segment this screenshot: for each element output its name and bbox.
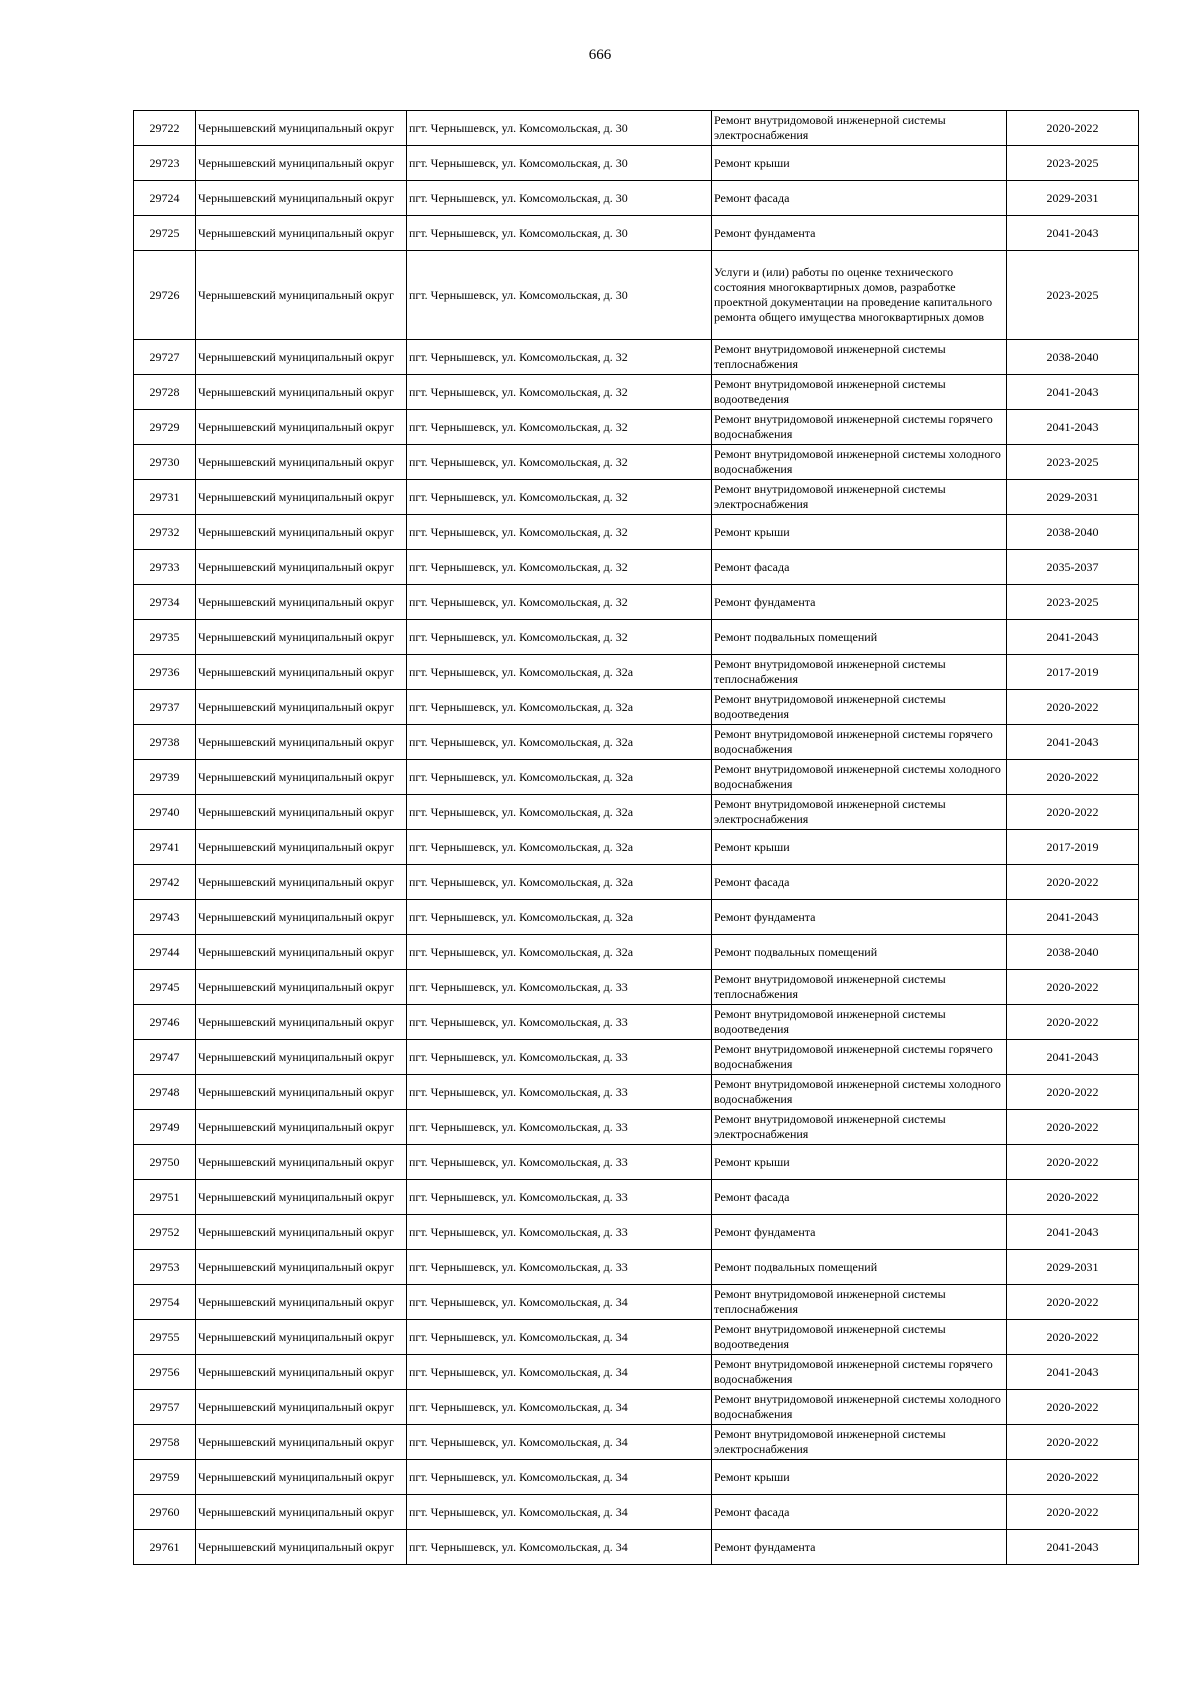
row-number-cell: 29735 bbox=[134, 620, 196, 655]
table-row bbox=[134, 216, 1139, 251]
table-row bbox=[134, 375, 1139, 410]
row-number-cell: 29723 bbox=[134, 146, 196, 181]
address-cell: пгт. Чернышевск, ул. Комсомольская, д. 34 bbox=[407, 1530, 712, 1565]
work-type-cell: Ремонт фундамента bbox=[712, 1530, 1007, 1565]
municipality-cell: Чернышевский муниципальный округ bbox=[196, 251, 407, 340]
municipality-cell: Чернышевский муниципальный округ bbox=[196, 550, 407, 585]
row-number-cell: 29729 bbox=[134, 410, 196, 445]
address-cell: пгт. Чернышевск, ул. Комсомольская, д. 33 bbox=[407, 1005, 712, 1040]
registry-table-body bbox=[134, 111, 1139, 1565]
municipality-cell: Чернышевский муниципальный округ bbox=[196, 1005, 407, 1040]
work-type-cell: Ремонт крыши bbox=[712, 830, 1007, 865]
address-cell: пгт. Чернышевск, ул. Комсомольская, д. 32 bbox=[407, 550, 712, 585]
work-type-cell: Ремонт внутридомовой инженерной системы электроснабжения bbox=[712, 111, 1007, 146]
period-cell: 2017-2019 bbox=[1007, 655, 1139, 690]
municipality-cell: Чернышевский муниципальный округ bbox=[196, 111, 407, 146]
work-type-cell: Ремонт внутридомовой инженерной системы холодного водоснабжения bbox=[712, 1390, 1007, 1425]
row-number-cell: 29734 bbox=[134, 585, 196, 620]
period-cell: 2020-2022 bbox=[1007, 760, 1139, 795]
work-type-cell: Ремонт внутридомовой инженерной системы электроснабжения bbox=[712, 1425, 1007, 1460]
address-cell: пгт. Чернышевск, ул. Комсомольская, д. 32а bbox=[407, 865, 712, 900]
work-type-cell: Ремонт внутридомовой инженерной системы электроснабжения bbox=[712, 480, 1007, 515]
municipality-cell: Чернышевский муниципальный округ bbox=[196, 181, 407, 216]
work-type-cell: Ремонт подвальных помещений bbox=[712, 935, 1007, 970]
work-type-cell: Ремонт внутридомовой инженерной системы горячего водоснабжения bbox=[712, 410, 1007, 445]
address-cell: пгт. Чернышевск, ул. Комсомольская, д. 32а bbox=[407, 795, 712, 830]
period-cell: 2020-2022 bbox=[1007, 1110, 1139, 1145]
table-row bbox=[134, 690, 1139, 725]
municipality-cell: Чернышевский муниципальный округ bbox=[196, 1285, 407, 1320]
row-number-cell: 29733 bbox=[134, 550, 196, 585]
work-type-cell: Ремонт фундамента bbox=[712, 1215, 1007, 1250]
municipality-cell: Чернышевский муниципальный округ bbox=[196, 146, 407, 181]
table-row bbox=[134, 585, 1139, 620]
row-number-cell: 29732 bbox=[134, 515, 196, 550]
period-cell: 2041-2043 bbox=[1007, 620, 1139, 655]
row-number-cell: 29738 bbox=[134, 725, 196, 760]
period-cell: 2023-2025 bbox=[1007, 585, 1139, 620]
period-cell: 2038-2040 bbox=[1007, 935, 1139, 970]
work-type-cell: Ремонт крыши bbox=[712, 146, 1007, 181]
table-row bbox=[134, 181, 1139, 216]
period-cell: 2041-2043 bbox=[1007, 900, 1139, 935]
address-cell: пгт. Чернышевск, ул. Комсомольская, д. 32 bbox=[407, 515, 712, 550]
municipality-cell: Чернышевский муниципальный округ bbox=[196, 1075, 407, 1110]
work-type-cell: Ремонт внутридомовой инженерной системы водоотведения bbox=[712, 1320, 1007, 1355]
address-cell: пгт. Чернышевск, ул. Комсомольская, д. 32 bbox=[407, 480, 712, 515]
table-row bbox=[134, 146, 1139, 181]
period-cell: 2041-2043 bbox=[1007, 1215, 1139, 1250]
table-row bbox=[134, 111, 1139, 146]
work-type-cell: Ремонт внутридомовой инженерной системы холодного водоснабжения bbox=[712, 1075, 1007, 1110]
work-type-cell: Ремонт фундамента bbox=[712, 216, 1007, 251]
period-cell: 2017-2019 bbox=[1007, 830, 1139, 865]
work-type-cell: Ремонт фасада bbox=[712, 1180, 1007, 1215]
work-type-cell: Ремонт внутридомовой инженерной системы холодного водоснабжения bbox=[712, 760, 1007, 795]
address-cell: пгт. Чернышевск, ул. Комсомольская, д. 32 bbox=[407, 620, 712, 655]
municipality-cell: Чернышевский муниципальный округ bbox=[196, 1180, 407, 1215]
work-type-cell: Ремонт подвальных помещений bbox=[712, 1250, 1007, 1285]
address-cell: пгт. Чернышевск, ул. Комсомольская, д. 32 bbox=[407, 340, 712, 375]
work-type-cell: Ремонт внутридомовой инженерной системы теплоснабжения bbox=[712, 340, 1007, 375]
address-cell: пгт. Чернышевск, ул. Комсомольская, д. 33 bbox=[407, 1215, 712, 1250]
table-row bbox=[134, 970, 1139, 1005]
row-number-cell: 29757 bbox=[134, 1390, 196, 1425]
table-row bbox=[134, 550, 1139, 585]
period-cell: 2023-2025 bbox=[1007, 146, 1139, 181]
row-number-cell: 29753 bbox=[134, 1250, 196, 1285]
period-cell: 2020-2022 bbox=[1007, 1075, 1139, 1110]
municipality-cell: Чернышевский муниципальный округ bbox=[196, 445, 407, 480]
municipality-cell: Чернышевский муниципальный округ bbox=[196, 1215, 407, 1250]
work-type-cell: Ремонт внутридомовой инженерной системы холодного водоснабжения bbox=[712, 445, 1007, 480]
period-cell: 2020-2022 bbox=[1007, 970, 1139, 1005]
municipality-cell: Чернышевский муниципальный округ bbox=[196, 480, 407, 515]
row-number-cell: 29743 bbox=[134, 900, 196, 935]
municipality-cell: Чернышевский муниципальный округ bbox=[196, 935, 407, 970]
row-number-cell: 29745 bbox=[134, 970, 196, 1005]
table-row bbox=[134, 1145, 1139, 1180]
municipality-cell: Чернышевский муниципальный округ bbox=[196, 1250, 407, 1285]
address-cell: пгт. Чернышевск, ул. Комсомольская, д. 32 bbox=[407, 410, 712, 445]
work-type-cell: Ремонт фасада bbox=[712, 550, 1007, 585]
table-row bbox=[134, 900, 1139, 935]
municipality-cell: Чернышевский муниципальный округ bbox=[196, 970, 407, 1005]
period-cell: 2029-2031 bbox=[1007, 480, 1139, 515]
address-cell: пгт. Чернышевск, ул. Комсомольская, д. 33 bbox=[407, 1180, 712, 1215]
municipality-cell: Чернышевский муниципальный округ bbox=[196, 1145, 407, 1180]
table-row bbox=[134, 1075, 1139, 1110]
period-cell: 2020-2022 bbox=[1007, 865, 1139, 900]
address-cell: пгт. Чернышевск, ул. Комсомольская, д. 33 bbox=[407, 1040, 712, 1075]
work-type-cell: Ремонт подвальных помещений bbox=[712, 620, 1007, 655]
municipality-cell: Чернышевский муниципальный округ bbox=[196, 375, 407, 410]
period-cell: 2020-2022 bbox=[1007, 1005, 1139, 1040]
row-number-cell: 29751 bbox=[134, 1180, 196, 1215]
table-row bbox=[134, 1390, 1139, 1425]
table-row bbox=[134, 1250, 1139, 1285]
address-cell: пгт. Чернышевск, ул. Комсомольская, д. 33 bbox=[407, 1250, 712, 1285]
row-number-cell: 29742 bbox=[134, 865, 196, 900]
table-row bbox=[134, 1285, 1139, 1320]
municipality-cell: Чернышевский муниципальный округ bbox=[196, 760, 407, 795]
table-row bbox=[134, 1110, 1139, 1145]
municipality-cell: Чернышевский муниципальный округ bbox=[196, 865, 407, 900]
municipality-cell: Чернышевский муниципальный округ bbox=[196, 690, 407, 725]
municipality-cell: Чернышевский муниципальный округ bbox=[196, 340, 407, 375]
table-row bbox=[134, 935, 1139, 970]
work-type-cell: Ремонт внутридомовой инженерной системы горячего водоснабжения bbox=[712, 1040, 1007, 1075]
table-row bbox=[134, 410, 1139, 445]
work-type-cell: Ремонт внутридомовой инженерной системы электроснабжения bbox=[712, 795, 1007, 830]
period-cell: 2041-2043 bbox=[1007, 1040, 1139, 1075]
table-row bbox=[134, 1355, 1139, 1390]
table-row bbox=[134, 725, 1139, 760]
period-cell: 2041-2043 bbox=[1007, 410, 1139, 445]
table-row bbox=[134, 340, 1139, 375]
table-row bbox=[134, 620, 1139, 655]
address-cell: пгт. Чернышевск, ул. Комсомольская, д. 34 bbox=[407, 1320, 712, 1355]
address-cell: пгт. Чернышевск, ул. Комсомольская, д. 32а bbox=[407, 760, 712, 795]
work-type-cell: Ремонт фундамента bbox=[712, 585, 1007, 620]
row-number-cell: 29728 bbox=[134, 375, 196, 410]
address-cell: пгт. Чернышевск, ул. Комсомольская, д. 32а bbox=[407, 725, 712, 760]
work-type-cell: Ремонт крыши bbox=[712, 1460, 1007, 1495]
table-row bbox=[134, 655, 1139, 690]
period-cell: 2041-2043 bbox=[1007, 725, 1139, 760]
row-number-cell: 29756 bbox=[134, 1355, 196, 1390]
address-cell: пгт. Чернышевск, ул. Комсомольская, д. 32 bbox=[407, 585, 712, 620]
period-cell: 2029-2031 bbox=[1007, 1250, 1139, 1285]
municipality-cell: Чернышевский муниципальный округ bbox=[196, 1495, 407, 1530]
row-number-cell: 29744 bbox=[134, 935, 196, 970]
address-cell: пгт. Чернышевск, ул. Комсомольская, д. 32а bbox=[407, 935, 712, 970]
municipality-cell: Чернышевский муниципальный округ bbox=[196, 1320, 407, 1355]
municipality-cell: Чернышевский муниципальный округ bbox=[196, 1110, 407, 1145]
work-type-cell: Ремонт внутридомовой инженерной системы теплоснабжения bbox=[712, 970, 1007, 1005]
municipality-cell: Чернышевский муниципальный округ bbox=[196, 1040, 407, 1075]
work-type-cell: Ремонт крыши bbox=[712, 1145, 1007, 1180]
address-cell: пгт. Чернышевск, ул. Комсомольская, д. 32а bbox=[407, 900, 712, 935]
row-number-cell: 29722 bbox=[134, 111, 196, 146]
table-row bbox=[134, 1460, 1139, 1495]
municipality-cell: Чернышевский муниципальный округ bbox=[196, 515, 407, 550]
address-cell: пгт. Чернышевск, ул. Комсомольская, д. 30 bbox=[407, 111, 712, 146]
row-number-cell: 29736 bbox=[134, 655, 196, 690]
address-cell: пгт. Чернышевск, ул. Комсомольская, д. 30 bbox=[407, 216, 712, 251]
work-type-cell: Услуги и (или) работы по оценке технического состояния многоквартирных домов, разработке проектной документации на проведение капитального ремонта общего имущества многоквартирных домов bbox=[712, 251, 1007, 340]
table-row bbox=[134, 251, 1139, 340]
municipality-cell: Чернышевский муниципальный округ bbox=[196, 1530, 407, 1565]
municipality-cell: Чернышевский муниципальный округ bbox=[196, 1355, 407, 1390]
period-cell: 2023-2025 bbox=[1007, 251, 1139, 340]
period-cell: 2035-2037 bbox=[1007, 550, 1139, 585]
work-type-cell: Ремонт фасада bbox=[712, 1495, 1007, 1530]
municipality-cell: Чернышевский муниципальный округ bbox=[196, 655, 407, 690]
period-cell: 2020-2022 bbox=[1007, 1145, 1139, 1180]
table-row bbox=[134, 1320, 1139, 1355]
period-cell: 2020-2022 bbox=[1007, 1180, 1139, 1215]
page-number: 666 bbox=[588, 47, 612, 63]
period-cell: 2041-2043 bbox=[1007, 216, 1139, 251]
row-number-cell: 29724 bbox=[134, 181, 196, 216]
period-cell: 2020-2022 bbox=[1007, 111, 1139, 146]
row-number-cell: 29725 bbox=[134, 216, 196, 251]
address-cell: пгт. Чернышевск, ул. Комсомольская, д. 33 bbox=[407, 1145, 712, 1180]
work-type-cell: Ремонт внутридомовой инженерной системы горячего водоснабжения bbox=[712, 1355, 1007, 1390]
municipality-cell: Чернышевский муниципальный округ bbox=[196, 1390, 407, 1425]
municipality-cell: Чернышевский муниципальный округ bbox=[196, 830, 407, 865]
row-number-cell: 29740 bbox=[134, 795, 196, 830]
table-row bbox=[134, 445, 1139, 480]
address-cell: пгт. Чернышевск, ул. Комсомольская, д. 32а bbox=[407, 690, 712, 725]
table-row bbox=[134, 865, 1139, 900]
municipality-cell: Чернышевский муниципальный округ bbox=[196, 900, 407, 935]
municipality-cell: Чернышевский муниципальный округ bbox=[196, 795, 407, 830]
table-row bbox=[134, 1425, 1139, 1460]
row-number-cell: 29761 bbox=[134, 1530, 196, 1565]
row-number-cell: 29748 bbox=[134, 1075, 196, 1110]
row-number-cell: 29758 bbox=[134, 1425, 196, 1460]
period-cell: 2020-2022 bbox=[1007, 1285, 1139, 1320]
table-row bbox=[134, 1215, 1139, 1250]
table-row bbox=[134, 480, 1139, 515]
period-cell: 2038-2040 bbox=[1007, 515, 1139, 550]
municipality-cell: Чернышевский муниципальный округ bbox=[196, 1460, 407, 1495]
registry-table bbox=[133, 110, 1139, 1565]
municipality-cell: Чернышевский муниципальный округ bbox=[196, 410, 407, 445]
row-number-cell: 29727 bbox=[134, 340, 196, 375]
address-cell: пгт. Чернышевск, ул. Комсомольская, д. 33 bbox=[407, 970, 712, 1005]
period-cell: 2038-2040 bbox=[1007, 340, 1139, 375]
table-row bbox=[134, 1495, 1139, 1530]
address-cell: пгт. Чернышевск, ул. Комсомольская, д. 34 bbox=[407, 1355, 712, 1390]
address-cell: пгт. Чернышевск, ул. Комсомольская, д. 34 bbox=[407, 1285, 712, 1320]
row-number-cell: 29746 bbox=[134, 1005, 196, 1040]
table-row bbox=[134, 795, 1139, 830]
period-cell: 2020-2022 bbox=[1007, 1425, 1139, 1460]
address-cell: пгт. Чернышевск, ул. Комсомольская, д. 32 bbox=[407, 445, 712, 480]
address-cell: пгт. Чернышевск, ул. Комсомольская, д. 34 bbox=[407, 1425, 712, 1460]
address-cell: пгт. Чернышевск, ул. Комсомольская, д. 34 bbox=[407, 1495, 712, 1530]
address-cell: пгт. Чернышевск, ул. Комсомольская, д. 30 bbox=[407, 251, 712, 340]
address-cell: пгт. Чернышевск, ул. Комсомольская, д. 33 bbox=[407, 1110, 712, 1145]
row-number-cell: 29759 bbox=[134, 1460, 196, 1495]
period-cell: 2029-2031 bbox=[1007, 181, 1139, 216]
work-type-cell: Ремонт внутридомовой инженерной системы водоотведения bbox=[712, 690, 1007, 725]
period-cell: 2041-2043 bbox=[1007, 1530, 1139, 1565]
row-number-cell: 29749 bbox=[134, 1110, 196, 1145]
municipality-cell: Чернышевский муниципальный округ bbox=[196, 216, 407, 251]
row-number-cell: 29755 bbox=[134, 1320, 196, 1355]
municipality-cell: Чернышевский муниципальный округ bbox=[196, 725, 407, 760]
work-type-cell: Ремонт фасада bbox=[712, 181, 1007, 216]
table-row bbox=[134, 830, 1139, 865]
address-cell: пгт. Чернышевск, ул. Комсомольская, д. 30 bbox=[407, 181, 712, 216]
work-type-cell: Ремонт крыши bbox=[712, 515, 1007, 550]
period-cell: 2041-2043 bbox=[1007, 1355, 1139, 1390]
municipality-cell: Чернышевский муниципальный округ bbox=[196, 620, 407, 655]
table-row bbox=[134, 1180, 1139, 1215]
period-cell: 2020-2022 bbox=[1007, 795, 1139, 830]
table-row bbox=[134, 1005, 1139, 1040]
row-number-cell: 29752 bbox=[134, 1215, 196, 1250]
work-type-cell: Ремонт внутридомовой инженерной системы водоотведения bbox=[712, 375, 1007, 410]
address-cell: пгт. Чернышевск, ул. Комсомольская, д. 32а bbox=[407, 655, 712, 690]
work-type-cell: Ремонт внутридомовой инженерной системы электроснабжения bbox=[712, 1110, 1007, 1145]
row-number-cell: 29737 bbox=[134, 690, 196, 725]
work-type-cell: Ремонт внутридомовой инженерной системы теплоснабжения bbox=[712, 655, 1007, 690]
row-number-cell: 29731 bbox=[134, 480, 196, 515]
table-row bbox=[134, 515, 1139, 550]
address-cell: пгт. Чернышевск, ул. Комсомольская, д. 32а bbox=[407, 830, 712, 865]
address-cell: пгт. Чернышевск, ул. Комсомольская, д. 34 bbox=[407, 1460, 712, 1495]
work-type-cell: Ремонт фундамента bbox=[712, 900, 1007, 935]
municipality-cell: Чернышевский муниципальный округ bbox=[196, 1425, 407, 1460]
period-cell: 2020-2022 bbox=[1007, 690, 1139, 725]
period-cell: 2023-2025 bbox=[1007, 445, 1139, 480]
row-number-cell: 29760 bbox=[134, 1495, 196, 1530]
row-number-cell: 29747 bbox=[134, 1040, 196, 1075]
municipality-cell: Чернышевский муниципальный округ bbox=[196, 585, 407, 620]
table-row bbox=[134, 1040, 1139, 1075]
work-type-cell: Ремонт внутридомовой инженерной системы теплоснабжения bbox=[712, 1285, 1007, 1320]
table-row bbox=[134, 760, 1139, 795]
row-number-cell: 29750 bbox=[134, 1145, 196, 1180]
row-number-cell: 29730 bbox=[134, 445, 196, 480]
period-cell: 2020-2022 bbox=[1007, 1495, 1139, 1530]
period-cell: 2020-2022 bbox=[1007, 1460, 1139, 1495]
period-cell: 2020-2022 bbox=[1007, 1390, 1139, 1425]
address-cell: пгт. Чернышевск, ул. Комсомольская, д. 30 bbox=[407, 146, 712, 181]
work-type-cell: Ремонт фасада bbox=[712, 865, 1007, 900]
row-number-cell: 29739 bbox=[134, 760, 196, 795]
address-cell: пгт. Чернышевск, ул. Комсомольская, д. 34 bbox=[407, 1390, 712, 1425]
address-cell: пгт. Чернышевск, ул. Комсомольская, д. 33 bbox=[407, 1075, 712, 1110]
row-number-cell: 29726 bbox=[134, 251, 196, 340]
period-cell: 2020-2022 bbox=[1007, 1320, 1139, 1355]
work-type-cell: Ремонт внутридомовой инженерной системы горячего водоснабжения bbox=[712, 725, 1007, 760]
row-number-cell: 29754 bbox=[134, 1285, 196, 1320]
address-cell: пгт. Чернышевск, ул. Комсомольская, д. 32 bbox=[407, 375, 712, 410]
row-number-cell: 29741 bbox=[134, 830, 196, 865]
table-row bbox=[134, 1530, 1139, 1565]
work-type-cell: Ремонт внутридомовой инженерной системы водоотведения bbox=[712, 1005, 1007, 1040]
period-cell: 2041-2043 bbox=[1007, 375, 1139, 410]
